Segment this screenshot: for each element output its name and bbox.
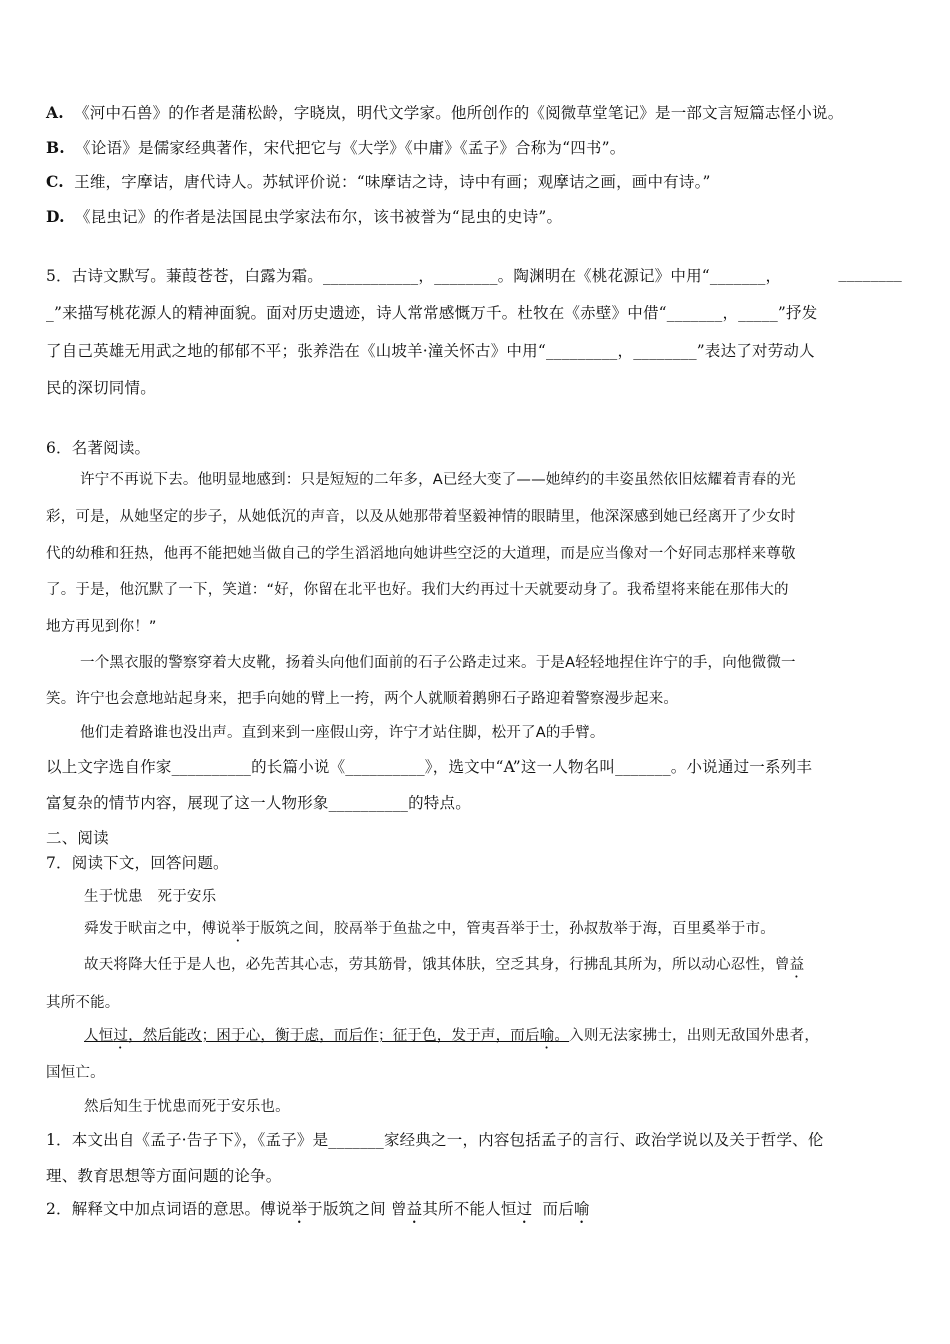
q6-para-line: 他们走着路谁也没出声。直到来到一座假山旁，许宁才站住脚，松开了A的手臂。 bbox=[80, 725, 605, 741]
dotted-word: 益 bbox=[406, 1200, 423, 1218]
option-a-label: A. bbox=[46, 103, 64, 122]
q6-question-2: 富复杂的情节内容，展现了这一人物形象__________的特点。 bbox=[46, 794, 471, 812]
text-line-1: 舜发于畎亩之中，傅说举于版筑之间，胶鬲举于鱼盐之中，管夷吾举于士，孙叔敖举于海，百里奚举于市。 bbox=[84, 921, 775, 937]
text-line-3: 其所不能。 bbox=[46, 995, 120, 1011]
q6-title: 6．名著阅读。 bbox=[46, 439, 151, 457]
q6-para-line: 彩，可是，从她坚定的步子，从她低沉的声音，以及从她那带着坚毅神情的眼睛里，他深深感到她已经离开了少女时 bbox=[46, 509, 796, 525]
subquestion-1-cont: 理、教育思想等方面问题的论争。 bbox=[46, 1167, 282, 1185]
q6-para-line: 了。于是，他沉默了一下，笑道：“好，你留在北平也好。我们大约再过十天就要动身了。我希望将来能在那伟大的 bbox=[46, 582, 789, 598]
text-line-2: 故天将降大任于是人也，必先苦其心志，劳其筋骨，饿其体肤，空乏其身，行拂乱其所为，所以动心忍性，曾益 bbox=[84, 957, 805, 973]
dotted-word: 喻 bbox=[539, 1028, 555, 1044]
q6-para-line: 笑。许宁也会意地站起身来，把手向她的臂上一挎，两个人就顺着鹅卵石子路迎着警察漫步起来。 bbox=[46, 691, 679, 707]
q6-para-line: 一个黑衣服的警察穿着大皮靴，扬着头向他们面前的石子公路走过来。于是A轻轻地捏住许宁的手，向他微微一 bbox=[80, 655, 796, 671]
option-c-label: C. bbox=[46, 172, 64, 191]
q5-line-1: 5．古诗文默写。蒹葭苍苍，白露为霜。____________，________。陶渊明在《桃花源记》中用“_______， ________ bbox=[46, 264, 902, 285]
text-line-6: 然后知生于忧患而死于安乐也。 bbox=[84, 1099, 290, 1115]
option-a-text: 《河中石兽》的作者是蒲松龄，字晓岚，明代文学家。他所创作的《阅微草堂笔记》是一部文言短篇志怪小说。 bbox=[74, 104, 844, 122]
subquestion-2: 2．解释文中加点词语的意思。傅说举于版筑之间 曾益其所不能人恒过 而后喻 bbox=[46, 1200, 590, 1218]
q7-title: 7．阅读下文，回答问题。 bbox=[46, 854, 229, 872]
option-d-label: D. bbox=[46, 207, 65, 226]
option-d-text: 《昆虫记》的作者是法国昆虫学家法布尔，该书被誉为“昆虫的史诗”。 bbox=[74, 208, 563, 226]
dotted-word: 举 bbox=[231, 921, 246, 937]
dotted-word: 喻 bbox=[573, 1200, 590, 1218]
q5-line-3: 了自己英雄无用武之地的郁郁不平；张养浩在《山坡羊·潼关怀古》中用“_________，________”表达了对劳动人 bbox=[46, 342, 815, 360]
option-b bbox=[46, 136, 625, 158]
q5-line-4: 民的深切同情。 bbox=[46, 379, 156, 397]
subquestion-2-label: 2．解释文中加点词语的意思。 bbox=[46, 1200, 261, 1218]
dotted-word: 过 bbox=[516, 1200, 533, 1218]
subquestion-1: 1．本文出自《孟子·告子下》，《孟子》是_______家经典之一，内容包括孟子的言行、政治学说以及关于哲学、伦 bbox=[46, 1131, 824, 1149]
option-c-text: 王维，字摩诘，唐代诗人。苏轼评价说：“味摩诘之诗，诗中有画；观摩诘之画，画中有诗。” bbox=[74, 173, 711, 191]
section-heading: 二、阅读 bbox=[46, 829, 109, 847]
dotted-word: 益 bbox=[789, 957, 805, 973]
poem-title: 生于忧患 死于安乐 bbox=[84, 889, 217, 905]
option-d bbox=[46, 205, 562, 227]
q6-para-line: 地方再见到你！” bbox=[46, 619, 157, 635]
dotted-word: 举 bbox=[291, 1200, 308, 1218]
q6-para-line: 许宁不再说下去。他明显地感到：只是短短的二年多，A已经大变了——她绰约的丰姿虽然依旧炫耀着青春的光 bbox=[80, 472, 796, 488]
option-a bbox=[46, 101, 843, 123]
q5-line-2: _”来描写桃花源人的精神面貌。面对历史遗迹，诗人常常感慨万千。杜牧在《赤壁》中借“_______，_____”抒发 bbox=[46, 304, 818, 322]
underlined-sentence: 人恒过，然后能改；困于心，衡于虑，而后作；征于色，发于声，而后喻。 bbox=[84, 1028, 570, 1044]
text-line-4: 人恒过，然后能改；困于心，衡于虑，而后作；征于色，发于声，而后喻。入则无法家拂士，出则无敌国外患者， bbox=[84, 1028, 820, 1044]
q6-question-1: 以上文字选自作家__________的长篇小说《__________》，选文中“A”这一人物名叫_______。小说通过一系列丰 bbox=[46, 758, 813, 776]
option-b-label: B. bbox=[46, 138, 65, 157]
dotted-word: 过 bbox=[113, 1028, 129, 1044]
q6-para-line: 代的幼稚和狂热，他再不能把她当做自己的学生滔滔地向她讲些空泛的大道理，而是应当像对一个好同志那样来尊敬 bbox=[46, 546, 796, 562]
option-c bbox=[46, 170, 711, 192]
option-b-text: 《论语》是儒家经典著作，宋代把它与《大学》《中庸》《孟子》合称为“四书”。 bbox=[75, 139, 626, 157]
text-line-5: 国恒亡。 bbox=[46, 1065, 105, 1081]
